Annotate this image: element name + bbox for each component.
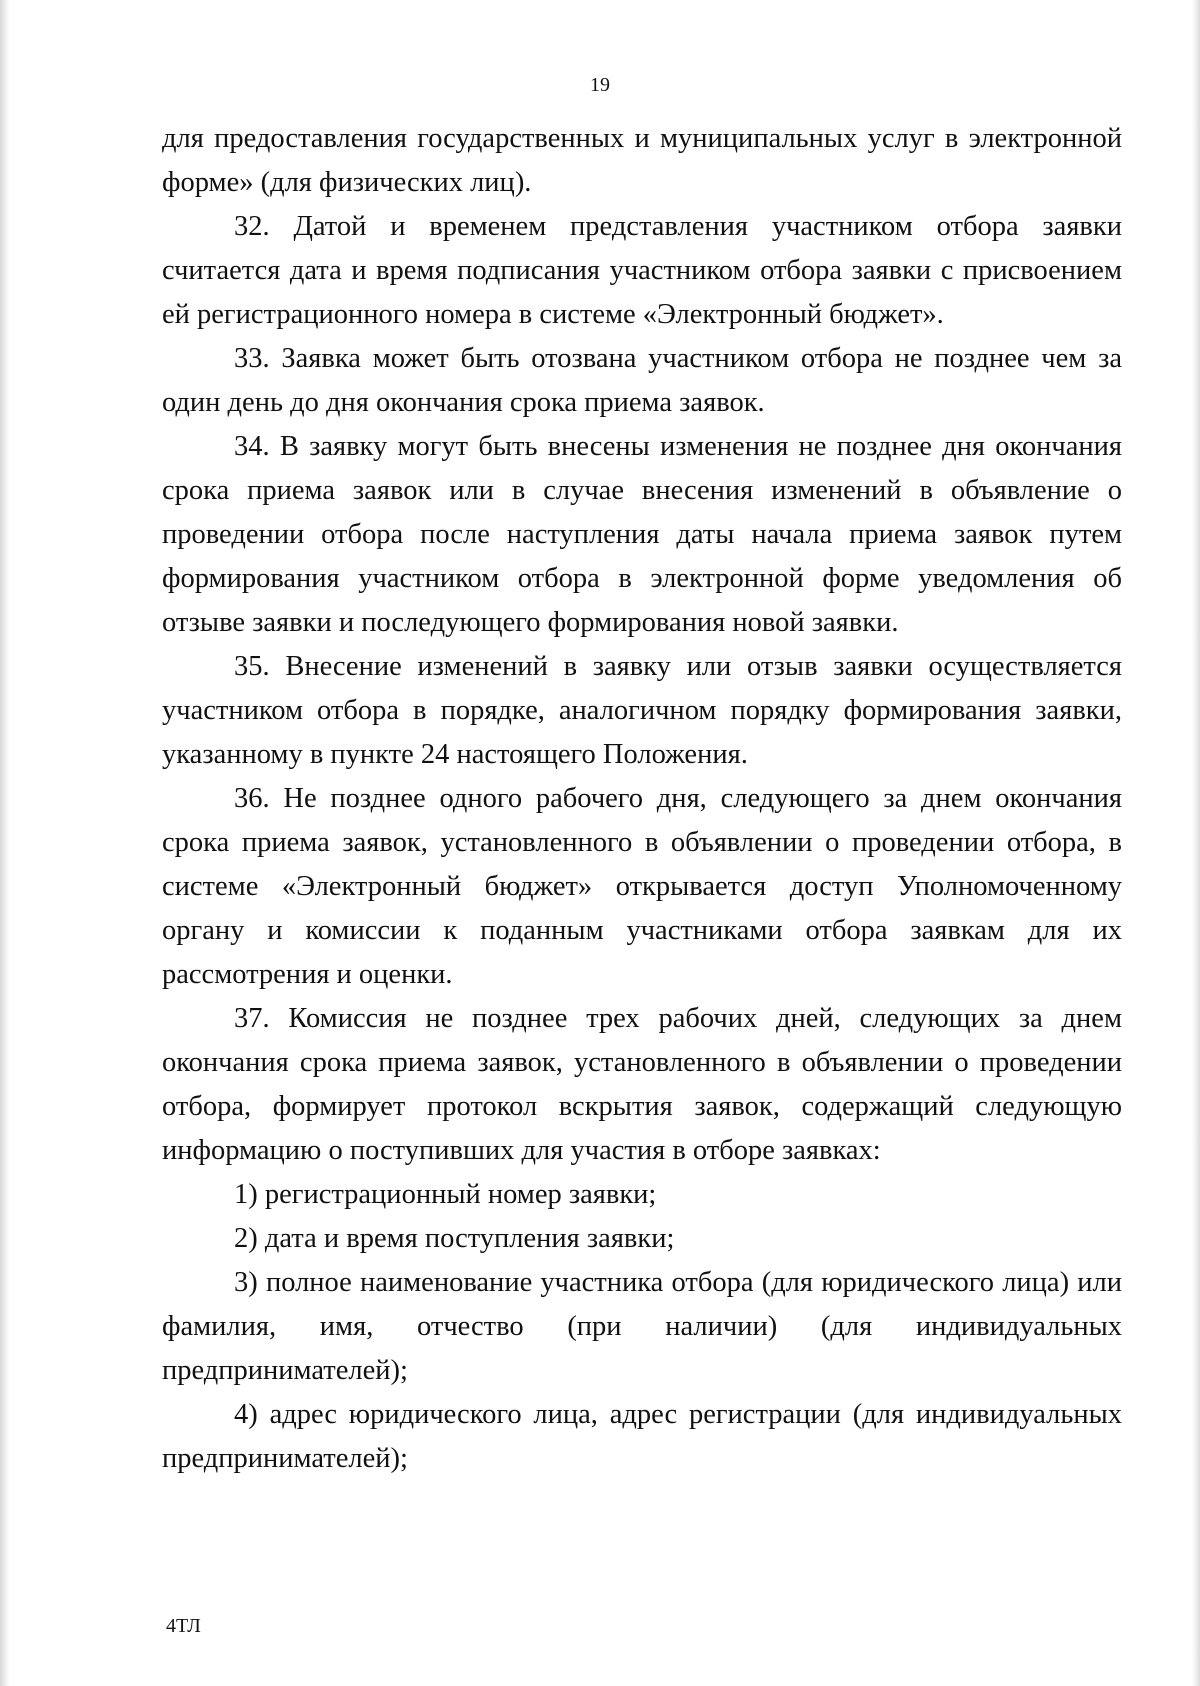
paragraph-37: 37. Комиссия не позднее трех рабочих дней, следующих за днем окончания срока приема заявок, установленного в объявлении о проведении отбора, формирует протокол вскрытия заявок, содержащий следующую информацию о поступивших для участия в отборе заявках: [162, 1003, 1122, 1166]
list-item-4: 4) адрес юридического лица, адрес регистрации (для индивидуальных предпринимателей); [162, 1399, 1122, 1474]
document-body [162, 117, 1122, 1481]
page-number: 19 [590, 74, 610, 96]
paragraph-35: 35. Внесение изменений в заявку или отзыв заявки осуществляется участником отбора в порядке, аналогичном порядку формирования заявки, указанному в пункте 24 настоящего Положения. [162, 651, 1122, 770]
paragraph-33: 33. Заявка может быть отозвана участником отбора не позднее чем за один день до дня окончания срока приема заявок. [162, 343, 1122, 418]
footer-code: 4ТЛ [166, 1615, 201, 1637]
paragraph-36: 36. Не позднее одного рабочего дня, следующего за днем окончания срока приема заявок, установленного в объявлении о проведении отбора, в системе «Электронный бюджет» открывается доступ Уполномоченному органу и комиссии к поданным участниками отбора заявкам для их рассмотрения и оценки. [162, 783, 1122, 990]
list-item-3: 3) полное наименование участника отбора (для юридического лица) или фамилия, имя, отчество (при наличии) (для индивидуальных предпринимателей); [162, 1267, 1122, 1386]
paragraph-32: 32. Датой и временем представления участником отбора заявки считается дата и время подписания участником отбора заявки с присвоением ей регистрационного номера в системе «Электронный бюджет». [162, 211, 1122, 330]
list-item-2: 2) дата и время поступления заявки; [234, 1223, 675, 1254]
list-item-1: 1) регистрационный номер заявки; [234, 1179, 657, 1210]
scan-edge-left [0, 0, 10, 1686]
scan-edge-right [1192, 0, 1200, 1686]
paragraph-continuation: для предоставления государственных и муниципальных услуг в электронной форме» (для физических лиц). [162, 123, 1122, 198]
paragraph-34: 34. В заявку могут быть внесены изменения не позднее дня окончания срока приема заявок или в случае внесения изменений в объявление о проведении отбора после наступления даты начала приема заявок путем формирования участником отбора в электронной форме уведомления об отзыве заявки и последующего формирования новой заявки. [162, 431, 1122, 638]
